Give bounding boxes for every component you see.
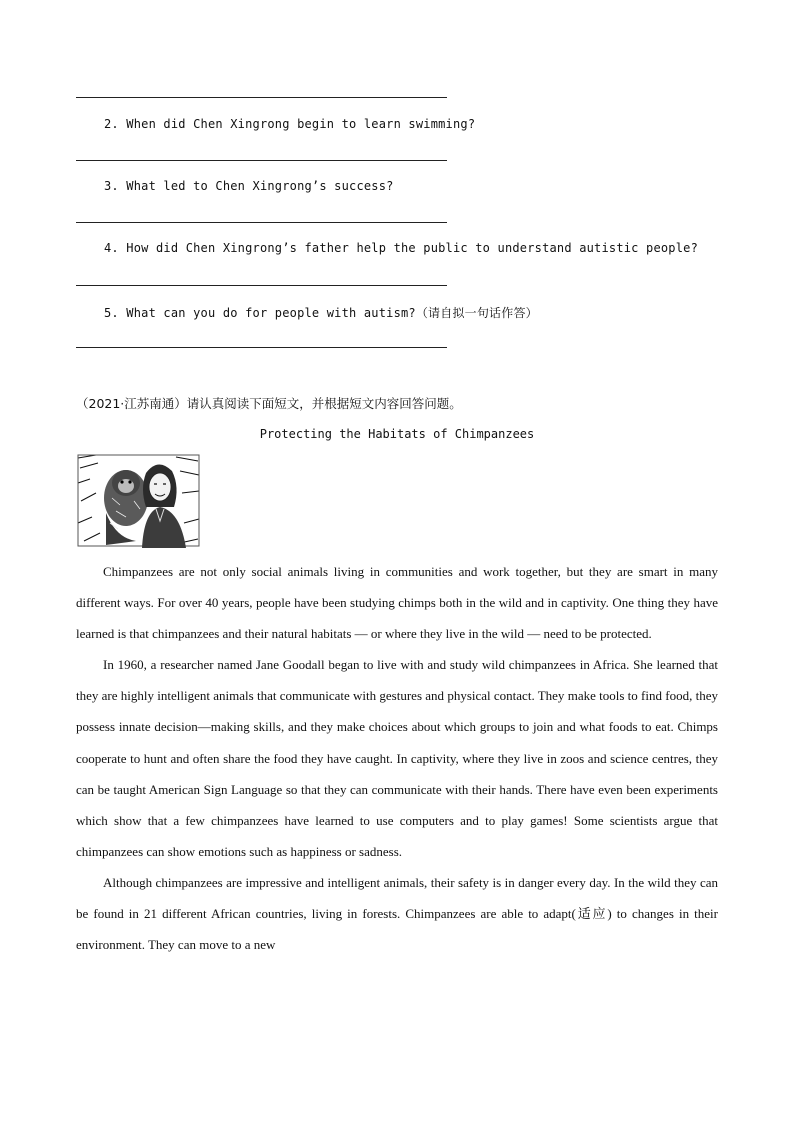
answer-line-2[interactable]	[76, 160, 447, 161]
question-4	[104, 241, 698, 255]
answer-line-4[interactable]	[76, 285, 447, 286]
question-5	[104, 304, 538, 321]
answer-line-5[interactable]	[76, 347, 447, 348]
question-number: 4.	[104, 241, 119, 255]
question-3	[104, 179, 394, 193]
article-paragraph-1: Chimpanzees are not only social animals living in communities and work together, but they are smart in many different ways. For over 40 years, people have been studying chimps both in the wild and in captivity. One thing they have learned is that chimpanzees and their natural habitats — or where they live in the wild — need to be protected.	[76, 564, 718, 642]
question-number: 5.	[104, 306, 119, 320]
source-line: （2021·江苏南通）请认真阅读下面短文，并根据短文内容回答问题。	[76, 396, 462, 411]
question-text: How did Chen Xingrong’s father help the public to understand autistic people?	[126, 241, 698, 255]
question-2	[104, 117, 475, 131]
article-body	[76, 556, 718, 960]
article-paragraph-3: Although chimpanzees are impressive and intelligent animals, their safety is in danger every day. In the wild they can be found in 21 different African countries, living in forests. Chimpanzees are able to adapt(适应) to changes in their environment. They can move to a new	[76, 874, 718, 953]
question-text: What can you do for people with autism?（请自拟一句话作答）	[126, 306, 538, 320]
question-text: When did Chen Xingrong begin to learn swimming?	[126, 117, 476, 131]
sketch-image	[76, 453, 201, 548]
goodall-chimp-photo	[76, 453, 201, 548]
article-paragraph-2: In 1960, a researcher named Jane Goodall began to live with and study wild chimpanzees in Africa. She learned that they are highly intelligent animals that communicate with gestures and physical contact. They make tools to find food, they possess innate decision—making skills, and they make choices about which groups to join and what foods to eat. Chimps cooperate to hunt and often share the food they have caught. In captivity, where they live in zoos and science centres, they can be taught American Sign Language so that they can communicate with their hands. There have even been experiments which show that a few chimpanzees have learned to use computers and to play games! Some scientists argue that chimpanzees can show emotions such as happiness or sadness.	[76, 657, 718, 859]
question-number: 2.	[104, 117, 119, 131]
answer-line-3[interactable]	[76, 222, 447, 223]
answer-line-1[interactable]	[76, 97, 447, 98]
article-title: Protecting the Habitats of Chimpanzees	[259, 427, 535, 441]
question-text: What led to Chen Xingrong’s success?	[126, 179, 394, 193]
question-number: 3.	[104, 179, 119, 193]
